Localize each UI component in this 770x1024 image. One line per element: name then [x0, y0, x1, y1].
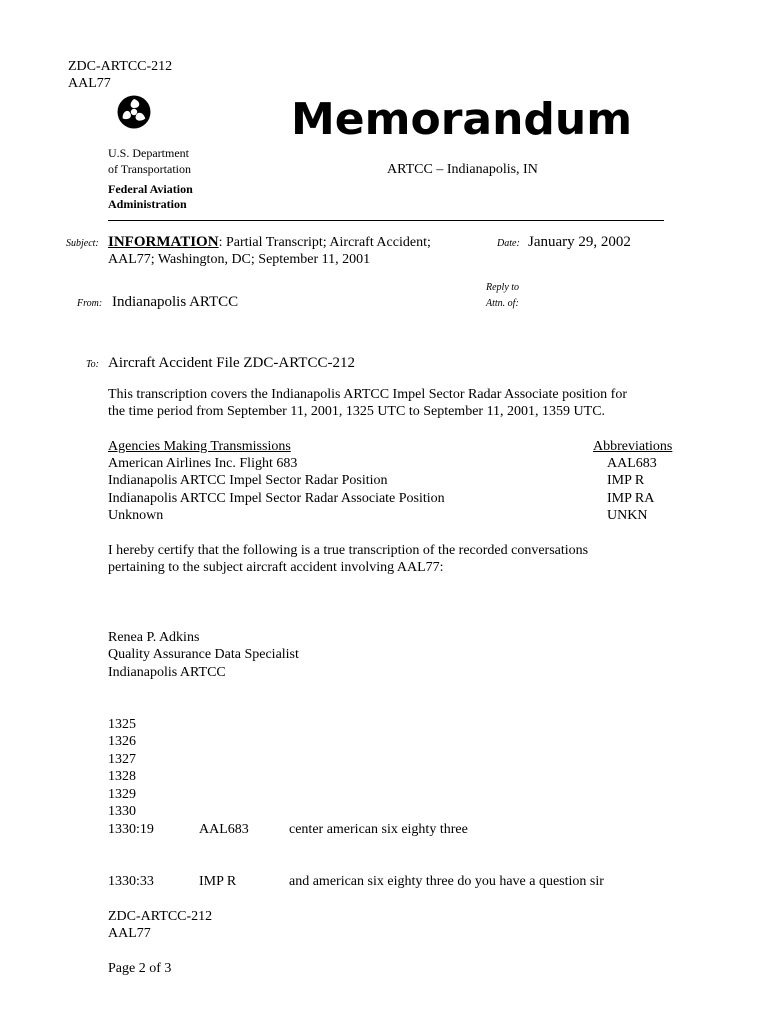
faa-line-1: Federal Aviation [108, 182, 193, 196]
signer-name: Renea P. Adkins [108, 630, 200, 645]
memo-title: Memorandum [291, 94, 633, 145]
footer-flight: AAL77 [108, 926, 151, 941]
header-divider [108, 220, 664, 221]
agency-abbr: UNKN [607, 508, 648, 523]
entry-text: and american six eighty three do you have a question sir [289, 874, 604, 889]
transcript-time: 1329 [108, 787, 136, 802]
transcript-time: 1326 [108, 734, 136, 749]
agency-name: Indianapolis ARTCC Impel Sector Radar Position [108, 473, 388, 488]
dept-line-2: of Transportation [108, 162, 192, 176]
agency-abbr: AAL683 [607, 456, 657, 471]
subject-label: Subject: [66, 238, 99, 249]
agency-name: American Airlines Inc. Flight 683 [108, 456, 298, 471]
faa-line-2: Administration [108, 197, 187, 211]
agencies-header: Agencies Making Transmissions [108, 439, 291, 454]
dept-line-1: U.S. Department [108, 146, 189, 160]
doc-id-header: ZDC-ARTCC-212 [68, 59, 173, 74]
entry-speaker: AAL683 [199, 822, 249, 837]
agency-name: Unknown [108, 508, 164, 523]
date-label: Date: [497, 238, 520, 249]
certify-line-1: I hereby certify that the following is a true transcription of the recorded conversations [108, 543, 589, 558]
reply-to-label: Reply to [486, 282, 520, 293]
attn-of-label: Attn. of: [486, 298, 519, 309]
transcript-time: 1328 [108, 769, 136, 784]
intro-line-1: This transcription covers the Indianapolis ARTCC Impel Sector Radar Associate position for [108, 387, 628, 402]
page-number: Page 2 of 3 [108, 961, 172, 976]
transcript-time: 1330 [108, 804, 136, 819]
transcript-time: 1327 [108, 752, 136, 767]
entry-time: 1330:19 [108, 822, 154, 837]
to-value: Aircraft Accident File ZDC-ARTCC-212 [108, 355, 355, 371]
location: ARTCC – Indianapolis, IN [387, 162, 538, 177]
intro-line-2: the time period from September 11, 2001, 1325 UTC to September 11, 2001, 1359 UTC. [108, 404, 606, 419]
subject-line-1 [108, 234, 431, 251]
transcript-time: 1325 [108, 717, 136, 732]
agency-abbr: IMP RA [607, 491, 655, 506]
agency-name: Indianapolis ARTCC Impel Sector Radar Associate Position [108, 491, 445, 506]
subject-line-2: AAL77; Washington, DC; September 11, 2001 [108, 252, 371, 267]
dot-logo-icon [117, 95, 151, 129]
signer-title: Quality Assurance Data Specialist [108, 647, 299, 662]
subject-rest: : Partial Transcript; Aircraft Accident; [218, 235, 431, 250]
to-label: To: [86, 359, 99, 370]
flight-id-header: AAL77 [68, 76, 111, 91]
certify-line-2: pertaining to the subject aircraft accident involving AAL77: [108, 560, 444, 575]
signer-org: Indianapolis ARTCC [108, 665, 226, 680]
subject-keyword: INFORMATION [108, 234, 219, 250]
entry-text: center american six eighty three [289, 822, 468, 837]
from-label: From: [77, 298, 103, 309]
footer-doc-id: ZDC-ARTCC-212 [108, 909, 213, 924]
entry-time: 1330:33 [108, 874, 154, 889]
entry-speaker: IMP R [199, 874, 237, 889]
date-value: January 29, 2002 [528, 234, 631, 250]
agency-abbr: IMP R [607, 473, 645, 488]
from-value: Indianapolis ARTCC [112, 294, 239, 310]
abbreviations-header: Abbreviations [593, 439, 673, 454]
